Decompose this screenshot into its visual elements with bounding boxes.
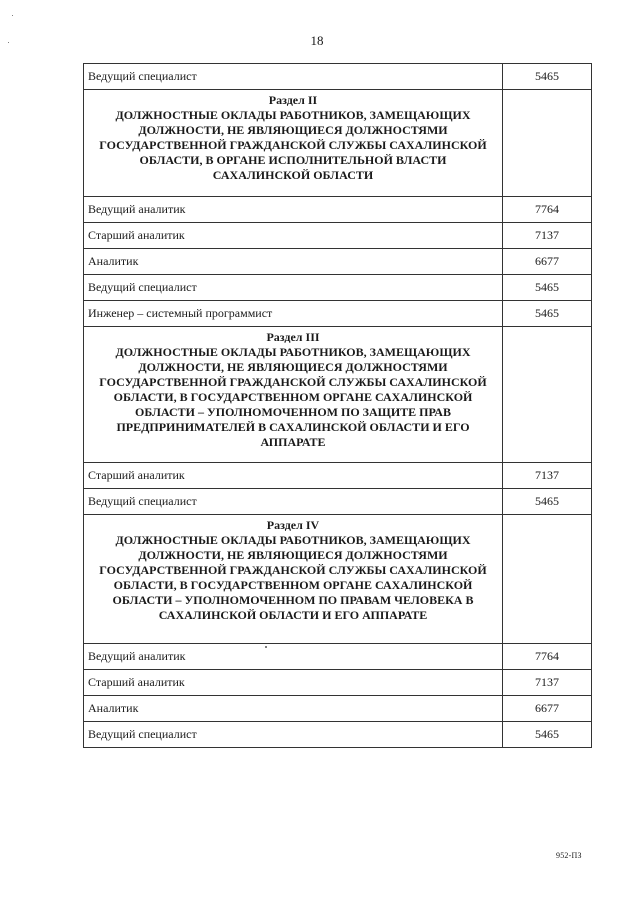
section-title: Раздел III bbox=[266, 330, 320, 344]
salary-value: 7764 bbox=[503, 197, 592, 223]
position-name: Ведущий специалист bbox=[84, 722, 503, 748]
position-name: Аналитик bbox=[84, 696, 503, 722]
section-title: Раздел II bbox=[268, 93, 318, 107]
table-row bbox=[84, 197, 592, 223]
salary-value: 7137 bbox=[503, 670, 592, 696]
position-name: Старший аналитик bbox=[84, 223, 503, 249]
section-header-cell bbox=[84, 515, 503, 644]
section-heading: ДОЛЖНОСТНЫЕ ОКЛАДЫ РАБОТНИКОВ, ЗАМЕЩАЮЩИХ ДОЛЖНОСТИ, НЕ ЯВЛЯЮЩИЕСЯ ДОЛЖНОСТЯМИ ГОСУДАРСТВЕННОЙ ГРАЖДАНСКОЙ СЛУЖБЫ САХАЛИНСКОЙ ОБЛАСТИ, В ГОСУДАРСТВЕННОМ ОРГАНЕ САХАЛИНСКОЙ ОБЛАСТИ – УПОЛНОМОЧЕННОМ ПО ЗАЩИТЕ ПРАВ ПРЕДПРИНИМАТЕЛЕЙ В САХАЛИНСКОЙ ОБЛАСТИ И ЕГО АППАРАТЕ bbox=[99, 345, 487, 449]
empty-value-cell bbox=[503, 90, 592, 197]
section-heading: ДОЛЖНОСТНЫЕ ОКЛАДЫ РАБОТНИКОВ, ЗАМЕЩАЮЩИХ ДОЛЖНОСТИ, НЕ ЯВЛЯЮЩИЕСЯ ДОЛЖНОСТЯМИ ГОСУДАРСТВЕННОЙ ГРАЖДАНСКОЙ СЛУЖБЫ САХАЛИНСКОЙ ОБЛАСТИ, В ГОСУДАРСТВЕННОМ ОРГАНЕ САХАЛИНСКОЙ ОБЛАСТИ – УПОЛНОМОЧЕННОМ ПО ПРАВАМ ЧЕЛОВЕКА В САХАЛИНСКОЙ ОБЛАСТИ И ЕГО АППАРАТЕ bbox=[99, 533, 487, 622]
empty-value-cell bbox=[503, 327, 592, 463]
position-name: Аналитик bbox=[84, 249, 503, 275]
salary-value: 7764 bbox=[503, 644, 592, 670]
table-row bbox=[84, 670, 592, 696]
salary-value: 6677 bbox=[503, 696, 592, 722]
position-name: Ведущий аналитик bbox=[84, 644, 503, 670]
section-title: Раздел IV bbox=[266, 518, 320, 532]
table-row bbox=[84, 489, 592, 515]
position-name: Ведущий специалист bbox=[84, 275, 503, 301]
salary-value: 5465 bbox=[503, 722, 592, 748]
table-row bbox=[84, 463, 592, 489]
salary-value: 7137 bbox=[503, 463, 592, 489]
table-row bbox=[84, 275, 592, 301]
document-code: 952-ПЗ bbox=[556, 851, 582, 860]
position-name: Ведущий специалист bbox=[84, 64, 503, 90]
table-row bbox=[84, 644, 592, 670]
position-name: Инженер – системный программист bbox=[84, 301, 503, 327]
scan-speck bbox=[8, 42, 9, 43]
page-number: 18 bbox=[310, 33, 324, 48]
section-header-cell bbox=[84, 90, 503, 197]
section-row bbox=[84, 90, 592, 197]
salary-value: 5465 bbox=[503, 489, 592, 515]
salary-value: 5465 bbox=[503, 275, 592, 301]
scan-speck bbox=[12, 15, 13, 16]
salary-value: 5465 bbox=[503, 301, 592, 327]
empty-value-cell bbox=[503, 515, 592, 644]
section-header-cell bbox=[84, 327, 503, 463]
scan-speck bbox=[265, 646, 267, 648]
table-row bbox=[84, 249, 592, 275]
position-name: Ведущий аналитик bbox=[84, 197, 503, 223]
position-name: Старший аналитик bbox=[84, 463, 503, 489]
salary-value: 5465 bbox=[503, 64, 592, 90]
table-row bbox=[84, 696, 592, 722]
section-row bbox=[84, 327, 592, 463]
table-row bbox=[84, 223, 592, 249]
section-heading: ДОЛЖНОСТНЫЕ ОКЛАДЫ РАБОТНИКОВ, ЗАМЕЩАЮЩИХ ДОЛЖНОСТИ, НЕ ЯВЛЯЮЩИЕСЯ ДОЛЖНОСТЯМИ ГОСУДАРСТВЕННОЙ ГРАЖДАНСКОЙ СЛУЖБЫ САХАЛИНСКОЙ ОБЛАСТИ, В ОРГАНЕ ИСПОЛНИТЕЛЬНОЙ ВЛАСТИ САХАЛИНСКОЙ ОБЛАСТИ bbox=[99, 108, 487, 182]
position-name: Старший аналитик bbox=[84, 670, 503, 696]
salary-value: 7137 bbox=[503, 223, 592, 249]
table-row bbox=[84, 722, 592, 748]
salary-table bbox=[83, 63, 592, 748]
section-row bbox=[84, 515, 592, 644]
position-name: Ведущий специалист bbox=[84, 489, 503, 515]
table-row bbox=[84, 64, 592, 90]
salary-value: 6677 bbox=[503, 249, 592, 275]
table-row bbox=[84, 301, 592, 327]
